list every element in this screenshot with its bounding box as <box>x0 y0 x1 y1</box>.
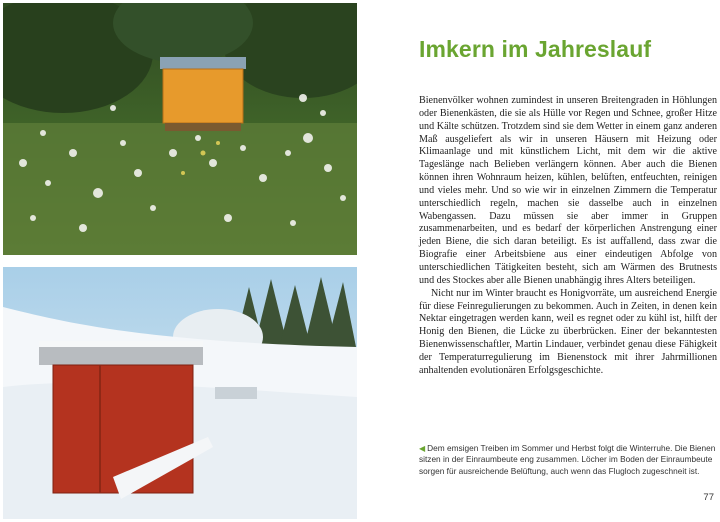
page-number: 77 <box>703 492 714 503</box>
winter-beehive-photo <box>3 267 357 519</box>
body-paragraph: Bienenvölker wohnen zumindest in unseren Breitengraden in Höhlungen oder Bienenkästen, die sie als Hülle vor Regen und Schnee, großer Hitze und Kälte schützen. Trotzdem sind sie dem Wetter in einem ganz anderen Maß ausgeliefert als wir in unseren Häusern mit Heizung oder Klimaanlage und mit künstlichem Licht, mit dem wir die aktive Tageslänge nach Belieben verlängern können. Aber auch die Bienen können ihren Wohnraum heizen, kühlen, belüften, entfeuchten, reinigen und vieles mehr. Und so wie wir in einzelnen Zimmern die Temperatur unterschiedlich regeln, machen sie dasselbe auch in einzelnen Wabengassen. Dazu müssen sie aber immer in Gruppen zusammenarbeiten, und es bedarf der körperlichen Anstrengung einer jeden Biene, die sich daran beteiligt. Es ist auffallend, dass zwar die Biografie einer Arbeitsbiene aus einer eindeutigen Abfolge von unterschiedlichen Tätigkeiten besteht, sich am Wärmen des Brutnests und des Stockes aber alle Bienen unabhängig ihres Alters beteiligen. <box>419 95 717 286</box>
red-hive-icon <box>39 341 213 499</box>
orange-hive-icon <box>160 57 246 131</box>
body-text <box>419 95 717 378</box>
summer-beehive-photo <box>3 3 357 255</box>
page-heading: Imkern im Jahreslauf <box>419 36 652 62</box>
caption-arrow-icon: ◀ <box>419 444 426 453</box>
body-paragraph: Nicht nur im Winter braucht es Honigvorräte, um ausreichend Energie für diese Feinregulierungen zu bekommen. Auch in Zeiten, in denen kein Nektar eingetragen werden kann, weil es regnet oder zu kühl ist, hilft der Honig den Bienen, die Lücke zu überbrücken. Einer der bekanntesten Bienenwissenschaftler, Martin Lindauer, verbindet genau diese Fähigkeit der Temperaturregulierung im Bienenstock mit ihrer Jahrmillionen anhaltenden evolutionären Erfolgsgeschichte. <box>419 287 717 376</box>
photo-caption <box>419 443 717 477</box>
caption-text: Dem emsigen Treiben im Sommer und Herbst folgt die Winterruhe. Die Bienen sitzen in der Einraumbeute eng zusammen. Löcher im Boden der Einraumbeute sorgen für ausreichende Belüftung, auch wenn das Flugloch zugeschneit ist. <box>419 443 716 476</box>
